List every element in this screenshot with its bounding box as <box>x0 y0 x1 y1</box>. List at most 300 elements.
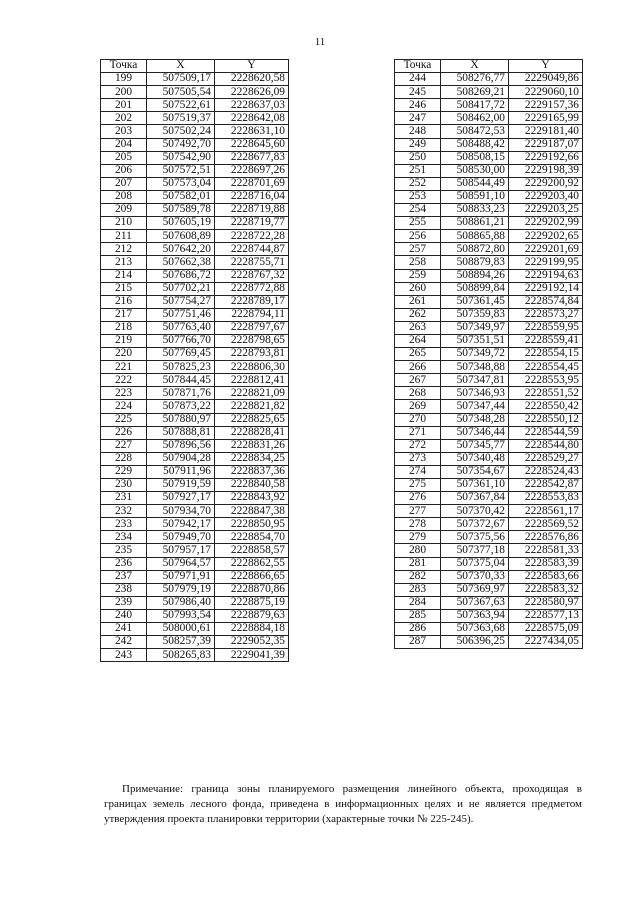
point-number: 216 <box>101 295 147 308</box>
table-row <box>395 413 583 426</box>
table-row <box>101 518 289 531</box>
point-number: 221 <box>101 361 147 374</box>
x-coordinate: 508417,72 <box>441 99 509 112</box>
point-number: 248 <box>395 125 441 138</box>
y-coordinate: 2228866,65 <box>215 570 289 583</box>
table-row <box>101 308 289 321</box>
table-row <box>101 151 289 164</box>
point-number: 211 <box>101 230 147 243</box>
table-row <box>101 125 289 138</box>
y-coordinate: 2227434,05 <box>509 636 583 649</box>
point-number: 202 <box>101 112 147 125</box>
table-row <box>395 334 583 347</box>
y-coordinate: 2229202,65 <box>509 230 583 243</box>
x-coordinate: 507519,37 <box>147 112 215 125</box>
table-row <box>101 321 289 334</box>
x-coordinate: 507347,44 <box>441 400 509 413</box>
x-coordinate: 508530,00 <box>441 164 509 177</box>
point-number: 280 <box>395 544 441 557</box>
table-row <box>101 374 289 387</box>
point-number: 217 <box>101 308 147 321</box>
x-coordinate: 507754,27 <box>147 295 215 308</box>
point-number: 265 <box>395 348 441 361</box>
x-coordinate: 507825,23 <box>147 361 215 374</box>
point-number: 200 <box>101 86 147 99</box>
table-row <box>101 413 289 426</box>
y-coordinate: 2228884,18 <box>215 623 289 636</box>
y-coordinate: 2228529,27 <box>509 452 583 465</box>
point-number: 245 <box>395 86 441 99</box>
point-number: 256 <box>395 230 441 243</box>
x-coordinate: 508833,23 <box>441 204 509 217</box>
point-number: 261 <box>395 295 441 308</box>
y-coordinate: 2229041,39 <box>215 649 289 662</box>
x-coordinate: 507888,81 <box>147 426 215 439</box>
x-coordinate: 507522,61 <box>147 99 215 112</box>
table-row <box>395 295 583 308</box>
table-row <box>395 636 583 649</box>
table-row <box>101 479 289 492</box>
point-number: 219 <box>101 334 147 347</box>
x-coordinate: 507986,40 <box>147 596 215 609</box>
point-number: 286 <box>395 623 441 636</box>
x-coordinate: 507509,17 <box>147 73 215 86</box>
table-row <box>101 609 289 622</box>
point-number: 205 <box>101 151 147 164</box>
y-coordinate: 2228789,17 <box>215 295 289 308</box>
y-coordinate: 2228620,58 <box>215 73 289 86</box>
point-number: 263 <box>395 321 441 334</box>
y-coordinate: 2228797,67 <box>215 321 289 334</box>
point-number: 231 <box>101 492 147 505</box>
y-coordinate: 2228559,41 <box>509 334 583 347</box>
point-number: 215 <box>101 282 147 295</box>
x-coordinate: 507993,54 <box>147 609 215 622</box>
x-coordinate: 507348,28 <box>441 413 509 426</box>
x-coordinate: 508265,83 <box>147 649 215 662</box>
y-coordinate: 2228806,30 <box>215 361 289 374</box>
table-row <box>101 400 289 413</box>
point-number: 244 <box>395 73 441 86</box>
x-coordinate: 508894,26 <box>441 269 509 282</box>
y-coordinate: 2228875,19 <box>215 596 289 609</box>
x-coordinate: 507582,01 <box>147 190 215 203</box>
point-number: 285 <box>395 609 441 622</box>
point-number: 270 <box>395 413 441 426</box>
y-coordinate: 2228840,58 <box>215 479 289 492</box>
table-row <box>101 99 289 112</box>
x-coordinate: 507369,97 <box>441 583 509 596</box>
point-number: 218 <box>101 321 147 334</box>
point-number: 210 <box>101 217 147 230</box>
table-row <box>395 112 583 125</box>
table-row <box>395 439 583 452</box>
y-coordinate: 2228719,88 <box>215 204 289 217</box>
point-number: 287 <box>395 636 441 649</box>
point-number: 241 <box>101 623 147 636</box>
table-row <box>395 230 583 243</box>
point-number: 278 <box>395 518 441 531</box>
point-number: 283 <box>395 583 441 596</box>
y-coordinate: 2229200,92 <box>509 177 583 190</box>
x-coordinate: 507349,72 <box>441 348 509 361</box>
x-coordinate: 507351,51 <box>441 334 509 347</box>
table-row <box>101 649 289 662</box>
x-coordinate: 506396,25 <box>441 636 509 649</box>
y-coordinate: 2228755,71 <box>215 256 289 269</box>
table-row <box>395 596 583 609</box>
y-coordinate: 2228831,26 <box>215 439 289 452</box>
table-row <box>101 138 289 151</box>
y-coordinate: 2229165,99 <box>509 112 583 125</box>
table-row <box>395 282 583 295</box>
y-coordinate: 2228847,38 <box>215 505 289 518</box>
table-body-left <box>101 73 289 662</box>
point-number: 199 <box>101 73 147 86</box>
table-row <box>101 190 289 203</box>
y-coordinate: 2228544,80 <box>509 439 583 452</box>
x-coordinate: 507904,28 <box>147 452 215 465</box>
y-coordinate: 2228576,86 <box>509 531 583 544</box>
y-coordinate: 2229060,10 <box>509 86 583 99</box>
x-coordinate: 508872,80 <box>441 243 509 256</box>
table-row <box>395 190 583 203</box>
y-coordinate: 2228574,84 <box>509 295 583 308</box>
point-number: 236 <box>101 557 147 570</box>
table-row <box>395 256 583 269</box>
x-coordinate: 507769,45 <box>147 348 215 361</box>
table-row <box>101 505 289 518</box>
y-coordinate: 2228637,03 <box>215 99 289 112</box>
y-coordinate: 2228626,09 <box>215 86 289 99</box>
header-x: X <box>147 60 215 73</box>
table-row <box>101 73 289 86</box>
table-row <box>101 282 289 295</box>
table-row <box>395 557 583 570</box>
table-row <box>395 400 583 413</box>
y-coordinate: 2228722,28 <box>215 230 289 243</box>
x-coordinate: 508508,15 <box>441 151 509 164</box>
y-coordinate: 2228550,12 <box>509 413 583 426</box>
point-number: 204 <box>101 138 147 151</box>
y-coordinate: 2228554,45 <box>509 361 583 374</box>
point-number: 233 <box>101 518 147 531</box>
point-number: 249 <box>395 138 441 151</box>
point-number: 258 <box>395 256 441 269</box>
table-row <box>395 151 583 164</box>
y-coordinate: 2228858,57 <box>215 544 289 557</box>
table-row <box>395 387 583 400</box>
y-coordinate: 2228550,42 <box>509 400 583 413</box>
x-coordinate: 507949,70 <box>147 531 215 544</box>
y-coordinate: 2228561,17 <box>509 505 583 518</box>
header-y: Y <box>509 60 583 73</box>
table-row <box>101 452 289 465</box>
table-row <box>101 570 289 583</box>
header-point: Точка <box>101 60 147 73</box>
x-coordinate: 507375,56 <box>441 531 509 544</box>
x-coordinate: 507844,45 <box>147 374 215 387</box>
y-coordinate: 2228524,43 <box>509 465 583 478</box>
table-row <box>395 583 583 596</box>
y-coordinate: 2228798,65 <box>215 334 289 347</box>
table-row <box>395 348 583 361</box>
y-coordinate: 2229202,99 <box>509 217 583 230</box>
point-number: 222 <box>101 374 147 387</box>
table-row <box>395 544 583 557</box>
table-row <box>395 505 583 518</box>
point-number: 208 <box>101 190 147 203</box>
x-coordinate: 507372,67 <box>441 518 509 531</box>
table-row <box>101 230 289 243</box>
point-number: 282 <box>395 570 441 583</box>
x-coordinate: 508591,10 <box>441 190 509 203</box>
table-row <box>101 439 289 452</box>
x-coordinate: 507873,22 <box>147 400 215 413</box>
x-coordinate: 507346,44 <box>441 426 509 439</box>
table-row <box>101 636 289 649</box>
point-number: 274 <box>395 465 441 478</box>
x-coordinate: 508544,49 <box>441 177 509 190</box>
point-number: 228 <box>101 452 147 465</box>
y-coordinate: 2228843,92 <box>215 492 289 505</box>
x-coordinate: 507363,68 <box>441 623 509 636</box>
x-coordinate: 507367,63 <box>441 596 509 609</box>
y-coordinate: 2229198,39 <box>509 164 583 177</box>
table-row <box>395 361 583 374</box>
table-row <box>395 217 583 230</box>
table-row <box>395 479 583 492</box>
y-coordinate: 2229157,36 <box>509 99 583 112</box>
y-coordinate: 2229199,95 <box>509 256 583 269</box>
y-coordinate: 2228821,82 <box>215 400 289 413</box>
x-coordinate: 507492,70 <box>147 138 215 151</box>
y-coordinate: 2228569,52 <box>509 518 583 531</box>
y-coordinate: 2229052,35 <box>215 636 289 649</box>
y-coordinate: 2229192,14 <box>509 282 583 295</box>
table-header-row <box>101 60 289 73</box>
x-coordinate: 507346,93 <box>441 387 509 400</box>
point-number: 240 <box>101 609 147 622</box>
x-coordinate: 507572,51 <box>147 164 215 177</box>
table-row <box>101 177 289 190</box>
y-coordinate: 2228854,70 <box>215 531 289 544</box>
y-coordinate: 2228772,88 <box>215 282 289 295</box>
x-coordinate: 507957,17 <box>147 544 215 557</box>
point-number: 237 <box>101 570 147 583</box>
x-coordinate: 508276,77 <box>441 73 509 86</box>
x-coordinate: 508269,21 <box>441 86 509 99</box>
y-coordinate: 2228553,83 <box>509 492 583 505</box>
coordinates-table-left <box>100 59 289 662</box>
x-coordinate: 507354,67 <box>441 465 509 478</box>
point-number: 257 <box>395 243 441 256</box>
x-coordinate: 507971,91 <box>147 570 215 583</box>
point-number: 213 <box>101 256 147 269</box>
x-coordinate: 507361,45 <box>441 295 509 308</box>
y-coordinate: 2228542,87 <box>509 479 583 492</box>
x-coordinate: 507662,38 <box>147 256 215 269</box>
y-coordinate: 2228834,25 <box>215 452 289 465</box>
y-coordinate: 2228862,55 <box>215 557 289 570</box>
x-coordinate: 507359,83 <box>441 308 509 321</box>
table-row <box>101 623 289 636</box>
y-coordinate: 2228559,95 <box>509 321 583 334</box>
table-row <box>101 361 289 374</box>
y-coordinate: 2229201,69 <box>509 243 583 256</box>
y-coordinate: 2228716,04 <box>215 190 289 203</box>
x-coordinate: 507345,77 <box>441 439 509 452</box>
table-row <box>395 86 583 99</box>
table-row <box>101 596 289 609</box>
table-row <box>101 269 289 282</box>
table-row <box>101 164 289 177</box>
y-coordinate: 2228821,09 <box>215 387 289 400</box>
table-row <box>395 177 583 190</box>
x-coordinate: 508462,00 <box>441 112 509 125</box>
table-row <box>395 623 583 636</box>
x-coordinate: 507370,42 <box>441 505 509 518</box>
table-body-right <box>395 73 583 649</box>
x-coordinate: 507927,17 <box>147 492 215 505</box>
point-number: 242 <box>101 636 147 649</box>
table-row <box>101 256 289 269</box>
table-row <box>395 243 583 256</box>
table-row <box>395 73 583 86</box>
y-coordinate: 2229187,07 <box>509 138 583 151</box>
point-number: 260 <box>395 282 441 295</box>
x-coordinate: 507370,33 <box>441 570 509 583</box>
point-number: 230 <box>101 479 147 492</box>
point-number: 209 <box>101 204 147 217</box>
x-coordinate: 507880,97 <box>147 413 215 426</box>
x-coordinate: 508257,39 <box>147 636 215 649</box>
table-row <box>101 204 289 217</box>
x-coordinate: 507896,56 <box>147 439 215 452</box>
point-number: 284 <box>395 596 441 609</box>
table-row <box>395 99 583 112</box>
table-row <box>101 217 289 230</box>
y-coordinate: 2228554,15 <box>509 348 583 361</box>
header-point: Точка <box>395 60 441 73</box>
x-coordinate: 507934,70 <box>147 505 215 518</box>
y-coordinate: 2228580,97 <box>509 596 583 609</box>
point-number: 214 <box>101 269 147 282</box>
point-number: 239 <box>101 596 147 609</box>
x-coordinate: 507605,19 <box>147 217 215 230</box>
x-coordinate: 507367,84 <box>441 492 509 505</box>
point-number: 275 <box>395 479 441 492</box>
point-number: 251 <box>395 164 441 177</box>
point-number: 277 <box>395 505 441 518</box>
table-row <box>395 426 583 439</box>
x-coordinate: 507340,48 <box>441 452 509 465</box>
table-row <box>101 531 289 544</box>
point-number: 262 <box>395 308 441 321</box>
point-number: 259 <box>395 269 441 282</box>
table-row <box>395 465 583 478</box>
point-number: 206 <box>101 164 147 177</box>
y-coordinate: 2228642,08 <box>215 112 289 125</box>
x-coordinate: 507348,88 <box>441 361 509 374</box>
table-row <box>101 334 289 347</box>
point-number: 250 <box>395 151 441 164</box>
y-coordinate: 2228719,77 <box>215 217 289 230</box>
y-coordinate: 2229203,25 <box>509 204 583 217</box>
point-number: 271 <box>395 426 441 439</box>
table-row <box>395 492 583 505</box>
x-coordinate: 508000,61 <box>147 623 215 636</box>
table-row <box>101 112 289 125</box>
point-number: 264 <box>395 334 441 347</box>
point-number: 279 <box>395 531 441 544</box>
table-row <box>101 348 289 361</box>
table-row <box>395 138 583 151</box>
y-coordinate: 2228794,11 <box>215 308 289 321</box>
y-coordinate: 2228870,86 <box>215 583 289 596</box>
x-coordinate: 507349,97 <box>441 321 509 334</box>
table-row <box>101 387 289 400</box>
y-coordinate: 2228879,63 <box>215 609 289 622</box>
y-coordinate: 2228812,41 <box>215 374 289 387</box>
y-coordinate: 2229192,66 <box>509 151 583 164</box>
x-coordinate: 507979,19 <box>147 583 215 596</box>
table-row <box>101 426 289 439</box>
table-row <box>395 609 583 622</box>
y-coordinate: 2229049,86 <box>509 73 583 86</box>
y-coordinate: 2228577,13 <box>509 609 583 622</box>
x-coordinate: 507763,40 <box>147 321 215 334</box>
point-number: 252 <box>395 177 441 190</box>
x-coordinate: 507363,94 <box>441 609 509 622</box>
point-number: 229 <box>101 465 147 478</box>
table-header-row <box>395 60 583 73</box>
table-row <box>101 86 289 99</box>
x-coordinate: 507608,89 <box>147 230 215 243</box>
point-number: 223 <box>101 387 147 400</box>
x-coordinate: 507751,46 <box>147 308 215 321</box>
x-coordinate: 507871,76 <box>147 387 215 400</box>
footnote: Примечание: граница зоны планируемого размещения линейного объекта, проходящая в границах земель лесного фонда, приведена в информационных целях и не является предметом утверждения проекта планировки территории (характерные точки № 225-245). <box>104 783 582 825</box>
x-coordinate: 507505,54 <box>147 86 215 99</box>
point-number: 281 <box>395 557 441 570</box>
x-coordinate: 507377,18 <box>441 544 509 557</box>
header-x: X <box>441 60 509 73</box>
table-row <box>395 164 583 177</box>
point-number: 203 <box>101 125 147 138</box>
y-coordinate: 2228850,95 <box>215 518 289 531</box>
point-number: 246 <box>395 99 441 112</box>
x-coordinate: 507361,10 <box>441 479 509 492</box>
x-coordinate: 508472,53 <box>441 125 509 138</box>
header-y: Y <box>215 60 289 73</box>
point-number: 255 <box>395 217 441 230</box>
x-coordinate: 507589,78 <box>147 204 215 217</box>
x-coordinate: 507573,04 <box>147 177 215 190</box>
x-coordinate: 507766,70 <box>147 334 215 347</box>
x-coordinate: 508865,88 <box>441 230 509 243</box>
x-coordinate: 507502,24 <box>147 125 215 138</box>
y-coordinate: 2228544,59 <box>509 426 583 439</box>
point-number: 212 <box>101 243 147 256</box>
point-number: 220 <box>101 348 147 361</box>
y-coordinate: 2228701,69 <box>215 177 289 190</box>
point-number: 235 <box>101 544 147 557</box>
point-number: 227 <box>101 439 147 452</box>
table-row <box>101 243 289 256</box>
point-number: 254 <box>395 204 441 217</box>
table-row <box>101 583 289 596</box>
